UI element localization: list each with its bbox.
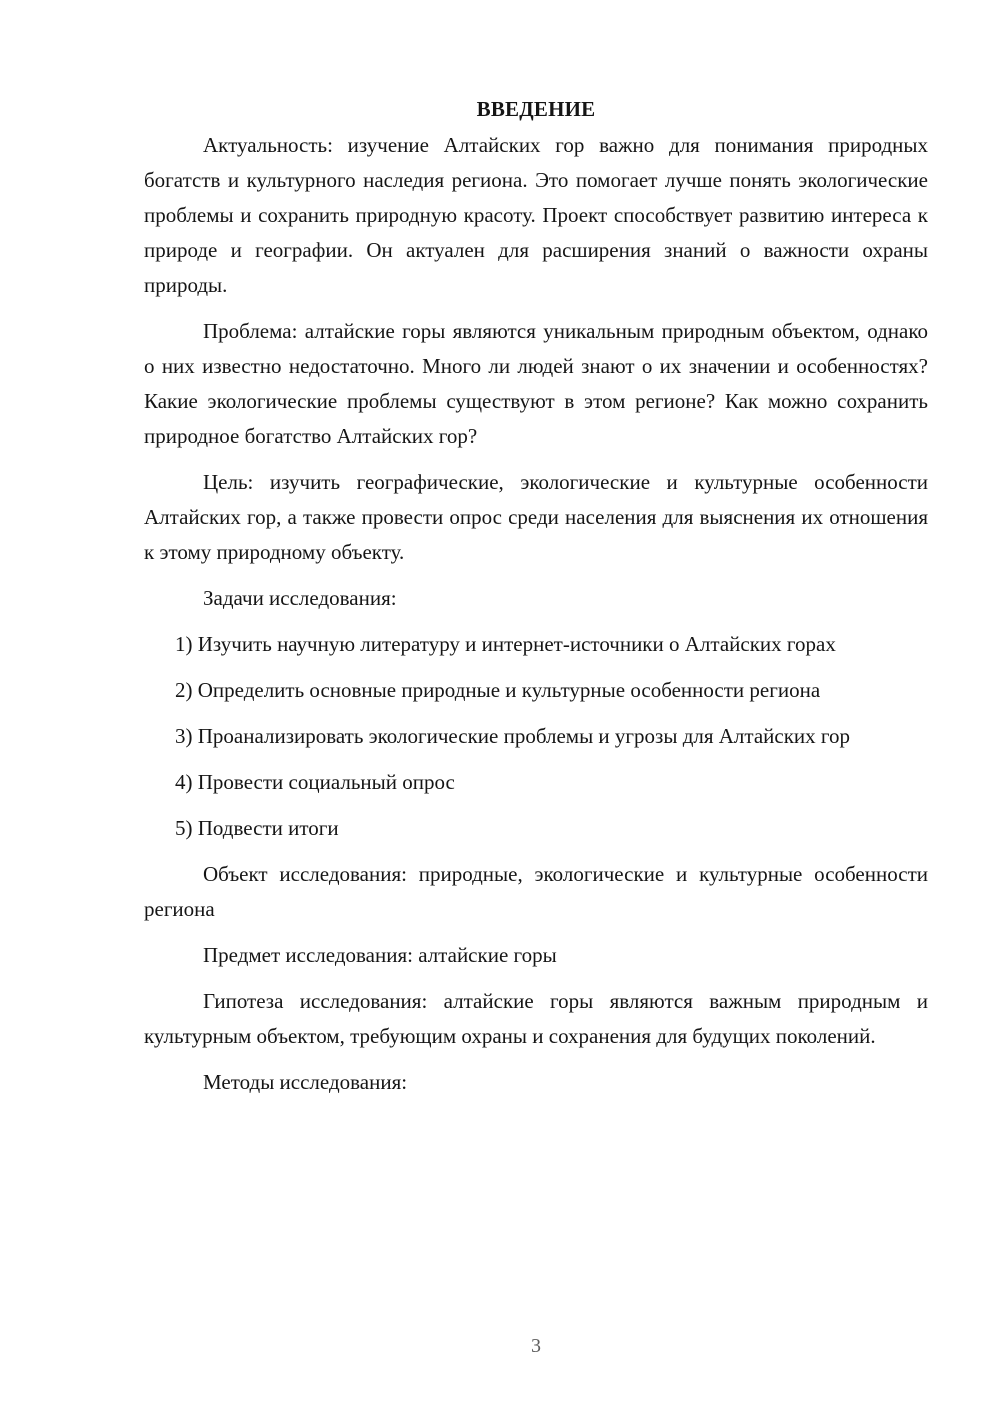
page-content <box>144 92 928 1111</box>
problem-paragraph: Проблема: алтайские горы являются уникальным природным объектом, однако о них известно недостаточно. Много ли людей знают о их значении и особенностях? Какие экологические проблемы существуют в этом регионе? Как можно сохранить природное богатство Алтайских гор? <box>144 319 928 448</box>
page-title: ВВЕДЕНИЕ <box>476 97 596 121</box>
task-item-5: 5) Подвести итоги <box>175 816 339 840</box>
object-paragraph: Объект исследования: природные, экологические и культурные особенности региона <box>144 862 928 921</box>
task-item-3: 3) Проанализировать экологические проблемы и угрозы для Алтайских гор <box>175 724 851 748</box>
hypothesis-paragraph: Гипотеза исследования: алтайские горы являются важным природным и культурным объектом, требующим охраны и сохранения для будущих поколений. <box>144 989 928 1048</box>
goal-paragraph: Цель: изучить географические, экологические и культурные особенности Алтайских гор, а также провести опрос среди населения для выяснения их отношения к этому природному объекту. <box>144 470 928 564</box>
tasks-heading: Задачи исследования: <box>203 586 397 610</box>
task-item-4: 4) Провести социальный опрос <box>175 770 455 794</box>
methods-heading: Методы исследования: <box>203 1070 408 1094</box>
subject-paragraph: Предмет исследования: алтайские горы <box>203 943 557 967</box>
relevance-paragraph: Актуальность: изучение Алтайских гор важно для понимания природных богатств и культурного наследия региона. Это помогает лучше понять экологические проблемы и сохранить природную красоту. Проект способствует развитию интереса к природе и географии. Он актуален для расширения знаний о важности охраны природы. <box>144 133 928 297</box>
task-item-1: 1) Изучить научную литературу и интернет-источники о Алтайских горах <box>175 632 836 656</box>
page-number: 3 <box>531 1335 541 1357</box>
tasks-list <box>144 627 928 846</box>
task-item-2: 2) Определить основные природные и культурные особенности региона <box>175 678 821 702</box>
